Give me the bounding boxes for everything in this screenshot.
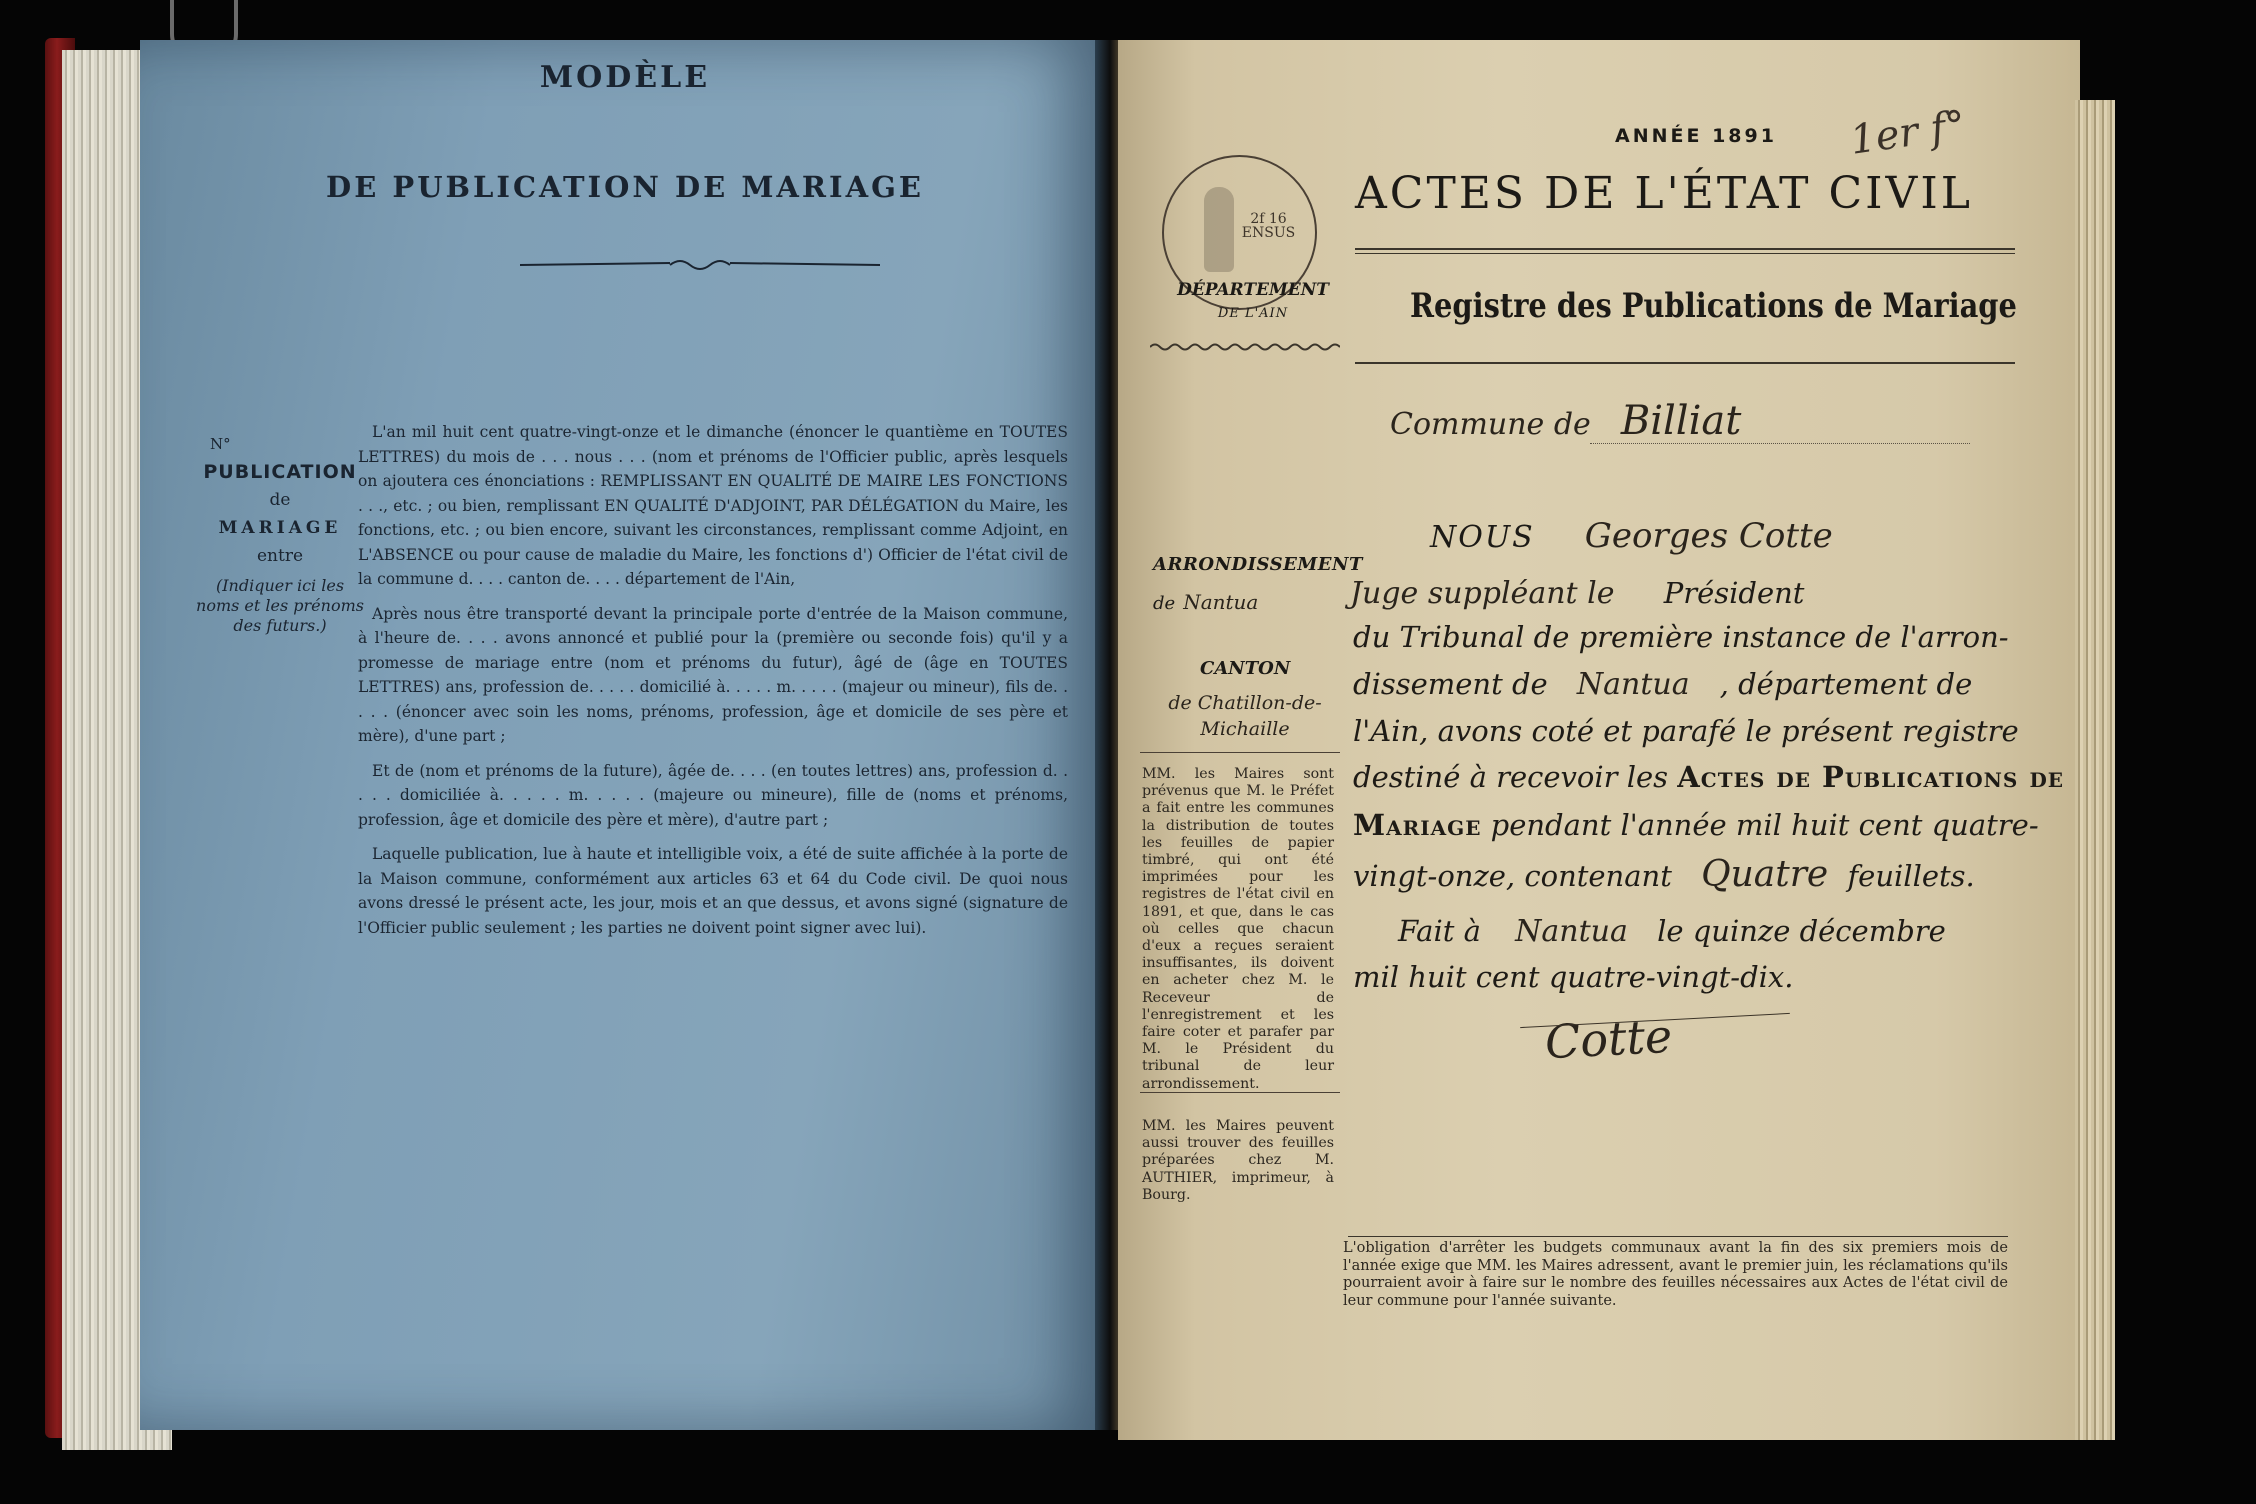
commune-label: Commune de [1390,407,1591,442]
margin-indication: (Indiquer ici les noms et les prénoms des futurs.) [196,576,364,635]
role-handwritten: Juge suppléant le [1350,576,1615,611]
subtitle-rule [1355,362,2015,364]
body-line [1353,667,1972,702]
margin-publication: PUBLICATION [203,461,357,483]
paragraph: L'an mil huit cent quatre-vingt-onze et le dimanche (énoncer le quantième en TOUTES LETTRES) du mois de . . . nous . . . (nom et prénoms de l'Officier public, après lesquels on ajoutera ces énonciations : REMPLISSANT EN QUALITÉ DE MAIRE LES FONCTIONS . . ., etc. ; ou bien, remplissant EN QUALITÉ D'ADJOINT, PAR DÉLÉGATION du Maire, les fonctions, etc. ; ou bien encore, suivant les circonstances, remplissant comme Adjoint, en L'ABSENCE ou pour cause de maladie du Maire, les fonctions d') Officier de l'état civil de la commune d. . . . canton de. . . . département de l'Ain, [358,423,1068,588]
footnote: L'obligation d'arrêter les budgets communaux avant la fin des six premiers mois de l'année exige que MM. les Maires adressent, avant le premier juin, les réclamations qu'ils pourraient avoir à faire sur le nombre des feuilles nécessaires aux Actes de l'état civil de leur commune pour l'année suivante. [1343,1240,2008,1309]
number-label: N° [210,435,231,453]
register-subtitle: Registre des Publications de Mariage [1410,286,2017,326]
page-stack-right [2075,100,2115,1440]
folio-handwritten: 1er f° [1847,102,1969,164]
body-line [1353,854,1975,895]
body-text: feuillets. [1847,859,1975,893]
arrondissement-handwritten: Nantua [1183,590,1259,614]
body-line [1353,808,2039,842]
body-line: du Tribunal de première instance de l'arron- [1353,620,2009,654]
body-text-smallcaps: Actes de Publications de [1677,760,2065,794]
paragraph: Après nous être transporté devant la principale porte d'entrée de la Maison commune, à l'heure de. . . . avons annoncé et publié pour la (première ou seconde fois) qu'il y a promesse de mariage entre (nom et prénoms du futur), âgé de (âge en TOUTES LETTRES) ans, profession de. . . . . domicilié à. . . . . m. . . . . (majeur ou mineur), fils de. . . . . (énoncer avec soin les noms, prénoms, profession, âge et domicile de ses père et mère), d'une part ; [358,604,1068,745]
commune-line [1390,398,1741,444]
year-label: ANNÉE 1891 [1615,125,1777,147]
body-line: mil huit cent quatre-vingt-dix. [1353,960,1794,994]
canton-handwritten: de Chatillon-de-Michaille [1168,692,1322,740]
ornament-divider [520,258,880,272]
count-handwritten: Quatre [1701,854,1829,895]
commune-handwritten: Billiat [1620,398,1742,444]
de-l-ain-text: DE L'AIN [1217,306,1289,321]
register-title: ACTES DE L'ÉTAT CIVIL [1355,168,1973,219]
stamp-value: 2f 16 ENSUS [1241,211,1296,241]
left-page-body [358,420,1068,950]
nous-line [1430,516,1833,556]
note-prefect: MM. les Maires sont prévenus que M. le Préfet a fait entre les communes la distribution de toutes les feuilles de papier timbré, qui ont été imprimées pour les registres de l'état civil en 1891, et que, dans le cas où celles que chacun d'eux a reçues seraient insuffisantes, ils doivent en acheter chez M. le Receveur de l'enregistrement et les faire coter et parafer par M. le Président du tribunal de leur arrondissement. [1142,766,1334,1092]
footnote-rule [1348,1236,2008,1237]
departement-text: DÉPARTEMENT [1177,280,1329,300]
arrondissement-line [1153,590,1258,614]
title-rule [1355,248,2015,254]
body-line [1353,760,2064,794]
body-text: le quinze décembre [1657,914,1946,948]
place-handwritten: Nantua [1515,914,1628,949]
body-text: Fait à [1398,914,1481,948]
margin-entre: entre [256,546,304,566]
body-text: pendant l'année mil huit cent quatre- [1490,808,2039,842]
judge-name-handwritten: Georges Cotte [1584,516,1833,556]
city-handwritten: Nantua [1576,667,1690,702]
paragraph: Et de (nom et prénoms de la future), âgée de. . . . (en toutes lettres) ans, profession d. . . . . domiciliée à. . . . . m. . . . . (majeure ou mineure), fille de (noms et prénoms, profession, âge et domicile des père et mère), d'autre part ; [358,761,1068,829]
margin-rule [1140,1092,1340,1093]
margin-mariage: MARIAGE [218,518,342,538]
paragraph: Laquelle publication, lue à haute et intelligible voix, a été de suite affichée à la porte de la Maison commune, conformément aux articles 63 et 64 du Code civil. De quoi nous avons dressé le présent acte, les jour, mois et an que dessus, et avons signé (signature de l'Officier public seulement ; les parties ne doivent point signer avec lui). [358,845,1068,937]
body-text: , département de [1719,667,1973,701]
left-page-margin [195,430,365,636]
body-text: destiné à recevoir les [1353,760,1669,794]
arrondissement-label: ARRONDISSEMENT [1153,554,1363,575]
body-line [1398,914,1946,949]
margin-rule [1140,752,1340,753]
left-page-subtitle: DE PUBLICATION DE MARIAGE [326,170,924,204]
note-authier: MM. les Maires peuvent aussi trouver des feuilles préparées chez M. AUTHIER, imprimeur, à Bourg. [1142,1118,1334,1203]
canton-label: CANTON [1200,658,1291,679]
signature-handwritten: Cotte [1543,1008,1674,1070]
body-text-smallcaps: Mariage [1353,808,1482,842]
body-line [1350,576,1804,611]
arrondissement-de: de [1153,593,1176,614]
nous-label: NOUS [1430,520,1535,555]
wavy-divider [1150,342,1340,352]
body-text: Président [1663,576,1805,610]
commune-dotted-line [1590,443,1970,444]
body-text: dissement de [1353,667,1548,701]
body-text: vingt-onze, contenant [1353,859,1672,893]
margin-de: de [269,490,291,510]
body-line: l'Ain, avons coté et parafé le présent registre [1353,714,2019,748]
department-label [1168,278,1338,326]
left-page-title: MODÈLE [539,60,711,95]
